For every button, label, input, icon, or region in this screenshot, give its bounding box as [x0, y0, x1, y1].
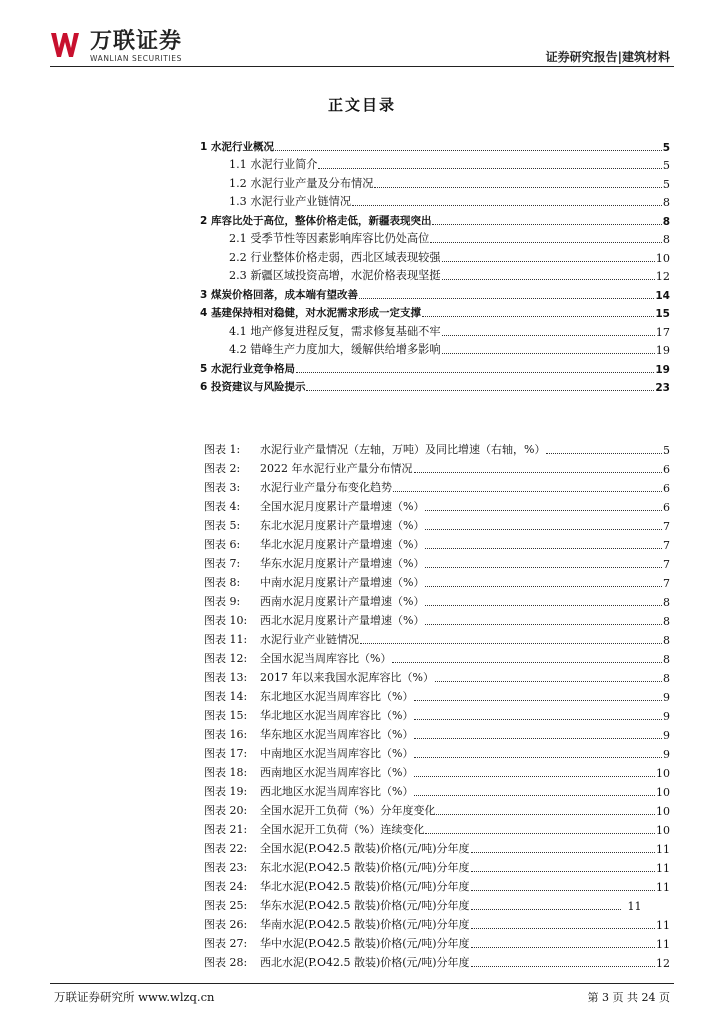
toc-entry[interactable]	[200, 376, 670, 395]
toc-entry-page: 14	[655, 289, 670, 302]
figure-entry-title: 华南水泥(P.O42.5 散装)价格(元/吨)分年度	[260, 918, 470, 931]
figure-entry-title: 中南水泥月度累计产量增速（%）	[260, 576, 425, 589]
figure-entry[interactable]	[204, 875, 670, 894]
figure-entry[interactable]	[204, 495, 670, 514]
figure-entry-id: 图表 2:	[204, 462, 241, 475]
figure-entry-id: 图表 23:	[204, 861, 248, 874]
figure-entry[interactable]	[204, 514, 670, 533]
figure-entry-title: 东北地区水泥当周库容比（%）	[260, 690, 414, 703]
dot-leader	[442, 250, 655, 262]
toc-entry-label: 6 投资建议与风险提示	[200, 381, 306, 393]
figure-entry-title: 全国水泥开工负荷（%）分年度变化	[260, 804, 436, 817]
dot-leader	[442, 268, 655, 280]
toc-entry-label: 2.3 新疆区域投资高增，水泥价格表现坚挺	[229, 269, 441, 282]
toc-entry-label: 2.2 行业整体价格走弱，西北区域表现较强	[229, 250, 441, 264]
toc-entry[interactable]	[200, 246, 670, 265]
figure-entry-page: 5	[663, 444, 670, 457]
figure-entry-title: 中南地区水泥当周库容比（%）	[260, 747, 414, 760]
dot-leader	[471, 917, 655, 929]
header-divider	[50, 66, 674, 67]
dot-leader	[352, 194, 662, 206]
dot-leader	[414, 461, 663, 473]
figure-entry-id: 图表 12:	[204, 652, 248, 665]
toc-entry-label: 1.2 水泥行业产量及分布情况	[229, 176, 374, 190]
figure-entry[interactable]	[204, 780, 670, 799]
figure-entry-title: 华东地区水泥当周库容比（%）	[260, 728, 414, 741]
figure-entry[interactable]	[204, 894, 670, 913]
figure-entry-id: 图表 7:	[204, 557, 241, 570]
figure-entry[interactable]	[204, 837, 670, 856]
figure-entry-title: 东北水泥(P.O42.5 散装)价格(元/吨)分年度	[260, 861, 470, 874]
company-logo	[50, 30, 210, 64]
figure-entry-id: 图表 17:	[204, 747, 248, 760]
toc-entry[interactable]	[200, 265, 670, 284]
dot-leader	[306, 379, 654, 391]
toc-entry-page: 5	[662, 177, 670, 191]
dot-leader	[414, 765, 655, 777]
figure-entry-title: 水泥行业产业链情况	[260, 633, 359, 646]
figure-entry[interactable]	[204, 647, 670, 666]
figure-entry[interactable]	[204, 609, 670, 628]
toc-entry-page: 8	[662, 196, 670, 209]
toc-entry[interactable]	[200, 135, 670, 154]
dot-leader	[425, 537, 662, 549]
dot-leader	[318, 157, 661, 169]
figure-entry[interactable]	[204, 438, 670, 457]
figure-entry-page: 6	[663, 501, 670, 514]
page-number: 第 3 页 共 24 页	[587, 991, 670, 1004]
dot-leader	[471, 898, 621, 910]
dot-leader	[425, 594, 662, 606]
dot-leader	[471, 955, 655, 967]
figure-entry-title: 全国水泥(P.O42.5 散装)价格(元/吨)分年度	[260, 842, 470, 855]
toc-entry-label: 2 库容比处于高位，整体价格走低，新疆表现突出	[200, 214, 432, 227]
dot-leader	[296, 361, 654, 373]
figure-entry-title: 东北水泥月度累计产量增速（%）	[260, 519, 425, 532]
figure-entry-page: 7	[663, 577, 670, 590]
dot-leader	[430, 231, 662, 243]
figure-entry-page: 11	[656, 862, 670, 875]
figure-entry-page: 7	[663, 558, 670, 571]
figure-entry-id: 图表 16:	[204, 728, 248, 741]
figure-entry-id: 图表 25:	[204, 899, 248, 912]
figure-entry-page: 7	[663, 539, 670, 552]
figure-entry-page: 12	[656, 957, 670, 970]
figure-entry-title: 全国水泥月度累计产量增速（%）	[260, 500, 425, 513]
dot-leader	[275, 139, 662, 151]
dot-leader	[393, 480, 662, 492]
figure-entry-page: 10	[656, 786, 670, 799]
dot-leader	[392, 651, 662, 663]
figure-entry-page: 9	[663, 710, 670, 723]
figure-entry[interactable]	[204, 799, 670, 818]
figure-entry-page: 9	[663, 748, 670, 761]
toc-entry-page: 8	[662, 233, 670, 246]
dot-leader	[414, 689, 662, 701]
figure-entry-title: 2022 年水泥行业产量分布情况	[260, 462, 413, 475]
dot-leader	[425, 613, 662, 625]
toc-entry-label: 5 水泥行业竞争格局	[200, 362, 295, 375]
dot-leader	[435, 670, 662, 682]
figure-entry-title: 全国水泥当周库容比（%）	[260, 652, 392, 665]
toc-entry-label: 4.1 地产修复进程反复，需求修复基础不牢	[229, 324, 441, 338]
toc-entry[interactable]	[200, 172, 670, 191]
figure-entry-id: 图表 20:	[204, 804, 248, 817]
dot-leader	[425, 822, 655, 834]
dot-leader	[425, 518, 662, 530]
figure-entry-page: 8	[663, 634, 670, 647]
wanlian-logo-icon	[50, 30, 80, 60]
dot-leader	[471, 860, 655, 872]
dot-leader	[471, 879, 655, 891]
footer-divider	[50, 983, 674, 984]
dot-leader	[436, 803, 655, 815]
figure-entry-page: 10	[656, 805, 670, 818]
figure-entry[interactable]	[204, 476, 670, 495]
figure-entry[interactable]	[204, 590, 670, 609]
figure-entry-id: 图表 18:	[204, 766, 248, 779]
dot-leader	[422, 305, 654, 317]
figure-entry-id: 图表 9:	[204, 595, 241, 608]
figure-entry-title: 水泥行业产量分布变化趋势	[260, 481, 392, 494]
figure-entry-id: 图表 6:	[204, 538, 241, 551]
dot-leader	[442, 342, 655, 354]
figure-entry-page: 11	[656, 881, 670, 894]
figure-entry-title: 2017 年以来我国水泥库容比（%）	[260, 671, 434, 684]
figure-entry-title: 华北地区水泥当周库容比（%）	[260, 709, 414, 722]
figure-entry[interactable]	[204, 761, 670, 780]
toc-entry-label: 3 煤炭价格回落，成本端有望改善	[200, 288, 358, 301]
figure-entry-id: 图表 19:	[204, 785, 248, 798]
figure-entry[interactable]	[204, 951, 670, 970]
figure-entry-id: 图表 1:	[204, 443, 241, 456]
toc-entry-page: 19	[655, 344, 670, 357]
figure-entry-id: 图表 21:	[204, 823, 248, 836]
figure-entry[interactable]	[204, 818, 670, 837]
figure-entry-page: 6	[663, 463, 670, 476]
toc-entry-page: 19	[655, 363, 670, 376]
figure-entry[interactable]	[204, 856, 670, 875]
figure-entry-page: 8	[663, 653, 670, 666]
figure-entry-page: 11	[627, 900, 642, 913]
figure-entry[interactable]	[204, 628, 670, 647]
figure-entry-id: 图表 24:	[204, 880, 248, 893]
page-header	[0, 0, 724, 70]
figure-entry-title: 水泥行业产量情况（左轴，万吨）及同比增速（右轴，%）	[260, 443, 546, 456]
figure-entry[interactable]	[204, 913, 670, 932]
figure-entry-title: 华北水泥月度累计产量增速（%）	[260, 538, 425, 551]
figure-entry-page: 8	[663, 672, 670, 685]
logo-text-cn: 万联证券	[90, 29, 183, 54]
dot-leader	[360, 632, 662, 644]
figure-entry-id: 图表 27:	[204, 937, 248, 950]
toc-entry[interactable]	[200, 228, 670, 247]
figure-entry-id: 图表 3:	[204, 481, 241, 494]
figure-entry-page: 9	[663, 729, 670, 742]
figure-entry-title: 西北水泥(P.O42.5 散装)价格(元/吨)分年度	[260, 956, 470, 969]
dot-leader	[546, 442, 662, 454]
toc-entry-label: 1.1 水泥行业简介	[229, 158, 318, 171]
dot-leader	[425, 556, 662, 568]
toc-entry[interactable]	[200, 154, 670, 173]
figure-entry-title: 全国水泥开工负荷（%）连续变化	[260, 823, 425, 836]
toc-entry-label: 4 基建保持相对稳健，对水泥需求形成一定支撑	[200, 307, 421, 319]
figure-entry[interactable]	[204, 685, 670, 704]
figure-entry[interactable]	[204, 932, 670, 951]
figure-entry-title: 华东水泥月度累计产量增速（%）	[260, 557, 425, 570]
figure-entry-id: 图表 4:	[204, 500, 241, 513]
figure-entry-page: 7	[663, 520, 670, 533]
figure-entry[interactable]	[204, 571, 670, 590]
figure-entry[interactable]	[204, 666, 670, 685]
dot-leader	[414, 746, 662, 758]
toc-entry-page: 10	[655, 251, 670, 265]
figure-entry[interactable]	[204, 552, 670, 571]
toc-entry-page: 5	[662, 141, 670, 154]
figure-entry-id: 图表 10:	[204, 614, 248, 627]
report-type: 证券研究报告|建筑材料	[545, 50, 670, 64]
dot-leader	[374, 176, 661, 188]
toc-entry-label: 4.2 错峰生产力度加大，缓解供给增多影响	[229, 343, 441, 356]
figure-entry-id: 图表 8:	[204, 576, 241, 589]
figure-entry-id: 图表 13:	[204, 671, 248, 684]
figure-entry-page: 10	[656, 767, 670, 780]
dot-leader	[432, 213, 661, 225]
toc-title: 正文目录	[327, 96, 396, 114]
dot-leader	[471, 936, 655, 948]
toc-entry-page: 12	[655, 270, 670, 283]
figure-entry-page: 9	[663, 691, 670, 704]
figure-entry-page: 11	[656, 843, 670, 856]
figure-entry-id: 图表 15:	[204, 709, 248, 722]
figure-entry-page: 6	[663, 482, 670, 495]
toc-entry[interactable]	[200, 283, 670, 302]
figure-entry-title: 西南地区水泥当周库容比（%）	[260, 766, 414, 779]
logo-text-en: WANLIAN SECURITIES	[90, 54, 183, 63]
toc-entry-page: 23	[655, 382, 670, 394]
figure-entry-title: 西北水泥月度累计产量增速（%）	[260, 614, 425, 627]
toc-entry-page: 8	[662, 215, 670, 228]
toc-entry-page: 15	[655, 308, 670, 320]
figure-entry-id: 图表 28:	[204, 956, 248, 969]
figure-entry-page: 8	[663, 615, 670, 628]
toc-entry[interactable]	[200, 191, 670, 210]
toc-entry-label: 1.3 水泥行业产业链情况	[229, 195, 352, 208]
dot-leader	[359, 287, 654, 299]
figure-entry-title: 华东水泥(P.O42.5 散装)价格(元/吨)分年度	[260, 899, 470, 912]
table-of-contents	[200, 135, 670, 394]
figure-entry-page: 8	[663, 596, 670, 609]
footer-source: 万联证券研究所 www.wlzq.cn	[54, 990, 215, 1004]
figure-entry-title: 华北水泥(P.O42.5 散装)价格(元/吨)分年度	[260, 880, 470, 893]
figure-entry-id: 图表 5:	[204, 519, 241, 532]
figure-entry-page: 11	[656, 919, 670, 932]
dot-leader	[471, 841, 655, 853]
figure-entry-id: 图表 14:	[204, 690, 248, 703]
figure-entry[interactable]	[204, 742, 670, 761]
toc-entry[interactable]	[200, 339, 670, 358]
toc-entry[interactable]	[200, 302, 670, 321]
dot-leader	[414, 784, 655, 796]
figure-entry-id: 图表 26:	[204, 918, 248, 931]
toc-entry-label: 2.1 受季节性等因素影响库容比仍处高位	[229, 232, 430, 245]
toc-entry[interactable]	[200, 357, 670, 376]
toc-entry[interactable]	[200, 320, 670, 339]
toc-entry-page: 5	[662, 159, 670, 172]
figure-entry-page: 10	[656, 824, 670, 837]
toc-entry-label: 1 水泥行业概况	[200, 140, 274, 153]
figure-entry-title: 西南水泥月度累计产量增速（%）	[260, 595, 425, 608]
dot-leader	[425, 575, 662, 587]
figure-entry-id: 图表 22:	[204, 842, 248, 855]
toc-entry-page: 17	[655, 325, 670, 339]
figure-entry-id: 图表 11:	[204, 633, 248, 646]
figure-entry[interactable]	[204, 704, 670, 723]
toc-entry[interactable]	[200, 209, 670, 228]
dot-leader	[425, 499, 662, 511]
figure-list	[204, 438, 670, 970]
figure-entry[interactable]	[204, 723, 670, 742]
figure-entry[interactable]	[204, 457, 670, 476]
figure-entry-title: 华中水泥(P.O42.5 散装)价格(元/吨)分年度	[260, 937, 470, 950]
figure-entry-title: 西北地区水泥当周库容比（%）	[260, 785, 414, 798]
dot-leader	[414, 708, 662, 720]
figure-entry-page: 11	[656, 938, 670, 951]
dot-leader	[442, 324, 655, 336]
dot-leader	[414, 727, 662, 739]
figure-entry[interactable]	[204, 533, 670, 552]
